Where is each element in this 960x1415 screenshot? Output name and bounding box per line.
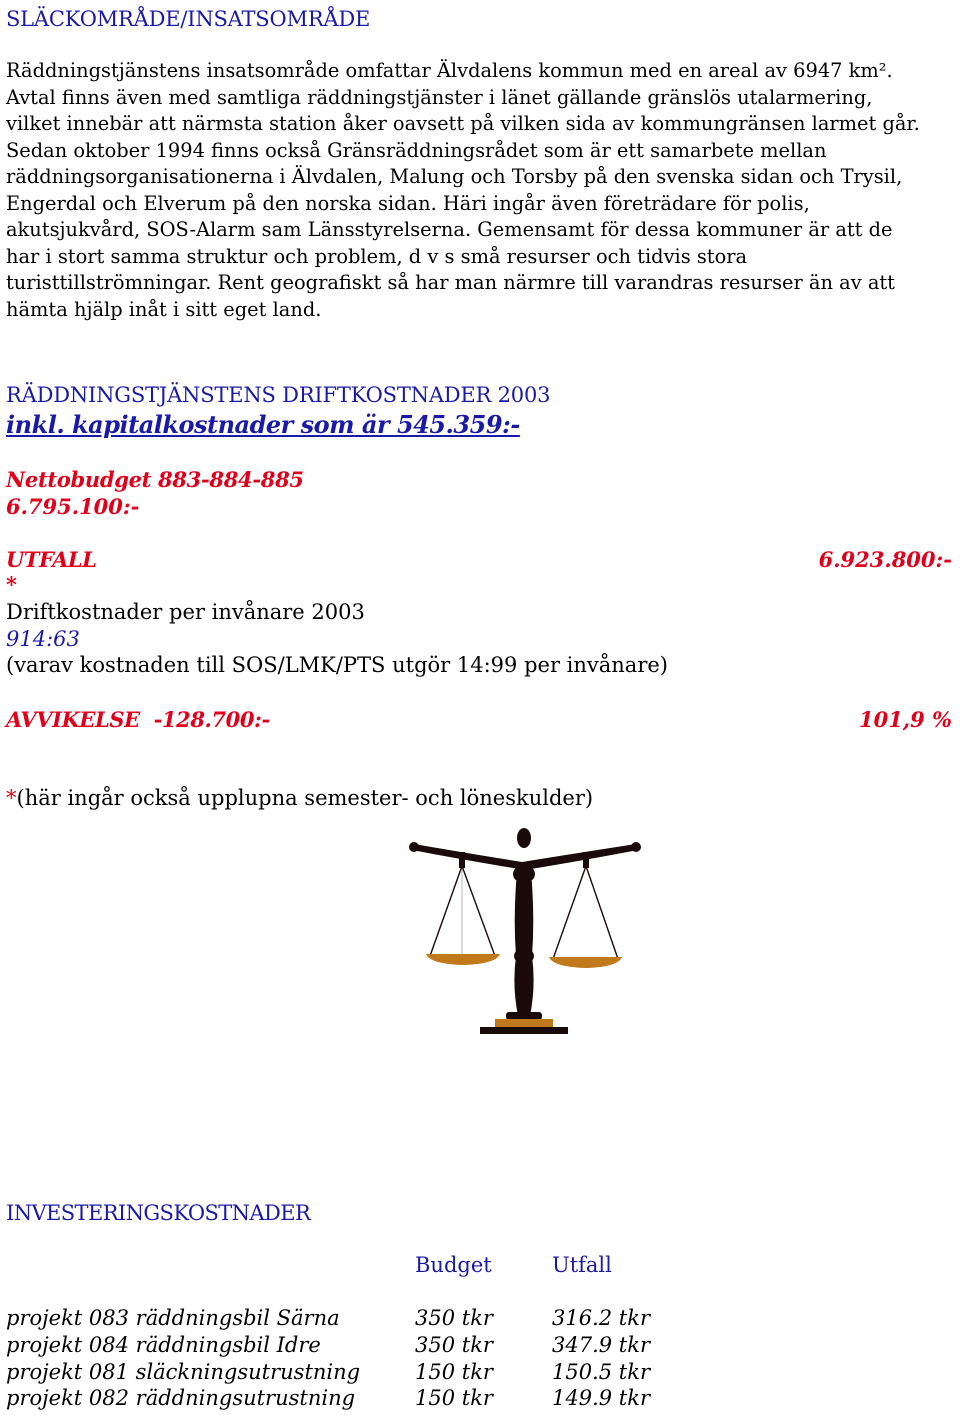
table-row-utfall: 347.9 tkr [552, 1333, 650, 1357]
paragraph-line: Avtal finns även med samtliga räddningstjänster i länet gällande gränslös utalarmering, [6, 85, 873, 109]
footnote-star: * [6, 786, 17, 810]
table-row-utfall: 316.2 tkr [552, 1306, 650, 1330]
table-row-utfall: 150.5 tkr [552, 1360, 650, 1384]
paragraph-line: akutsjukvård, SOS-Alarm sam Länsstyrelserna. Gemensamt för dessa kommuner är att de [6, 218, 893, 241]
paragraph-line: hämta hjälp inåt i sitt eget land. [6, 297, 322, 321]
utfall-label: UTFALL [6, 547, 97, 572]
table-row-project: projekt 082 räddningsutrustning [6, 1386, 356, 1410]
nettobudget-label: Nettobudget 883-884-885 [6, 467, 304, 492]
insatsomrade-paragraph [6, 58, 956, 323]
paragraph-line: Engerdal och Elverum på den norska sidan. Häri ingår även företrädare för polis, [6, 191, 810, 215]
kapitalkostnader-subheading: inkl. kapitalkostnader som är 545.359:- [6, 410, 520, 439]
driftkostnader-per-invanare-label: Driftkostnader per invånare 2003 [6, 600, 365, 624]
footnote-text: (här ingår också upplupna semester- och löneskulder) [16, 786, 594, 810]
driftkostnader-per-invanare-value: 914:63 [6, 627, 80, 651]
table-row-project: projekt 081 släckningsutrustning [6, 1360, 361, 1384]
column-header-budget: Budget [415, 1253, 492, 1277]
section-heading-driftkostnader: RÄDDNINGSTJÄNSTENS DRIFTKOSTNADER 2003 [6, 383, 551, 407]
balance-scale-icon [400, 826, 650, 1051]
footnote [6, 786, 593, 810]
section-heading-slackomrade: SLÄCKOMRÅDE/INSATSOMRÅDE [6, 7, 371, 31]
asterisk-marker: * [6, 572, 17, 597]
avvikelse-label: AVVIKELSE -128.700:- [6, 707, 270, 732]
table-row-budget: 150 tkr [415, 1360, 493, 1384]
paragraph-line: Räddningstjänstens insatsområde omfattar Älvdalens kommun med en areal av 6947 km². [6, 59, 893, 82]
table-row-budget: 350 tkr [415, 1333, 493, 1357]
paragraph-line: turisttillströmningar. Rent geografiskt så har man närmre till varandras resurser än av att [6, 271, 895, 294]
paragraph-line: har i stort samma struktur och problem, d v s små resurser och tidvis stora [6, 244, 748, 268]
paragraph-line: Sedan oktober 1994 finns också Gränsräddningsrådet som är ett samarbete mellan [6, 138, 827, 162]
table-row-project: projekt 083 räddningsbil Särna [6, 1306, 340, 1330]
table-row-budget: 150 tkr [415, 1386, 493, 1410]
paragraph-line: vilket innebär att närmsta station åker oavsett på vilken sida av kommungränsen larmet går. [6, 112, 920, 135]
section-heading-investeringskostnader: INVESTERINGSKOSTNADER [6, 1201, 311, 1225]
paragraph-line: räddningsorganisationerna i Älvdalen, Malung och Torsby på den svenska sidan och Trysil, [6, 165, 903, 188]
column-header-utfall: Utfall [552, 1253, 612, 1277]
nettobudget-value: 6.795.100:- [6, 494, 140, 519]
table-row-utfall: 149.9 tkr [552, 1386, 650, 1410]
avvikelse-percent: 101,9 % [858, 707, 952, 732]
utfall-value: 6.923.800:- [818, 547, 952, 572]
table-row-budget: 350 tkr [415, 1306, 493, 1330]
sos-kostnad-note: (varav kostnaden till SOS/LMK/PTS utgör 14:99 per invånare) [6, 653, 668, 677]
table-row-project: projekt 084 räddningsbil Idre [6, 1333, 321, 1357]
